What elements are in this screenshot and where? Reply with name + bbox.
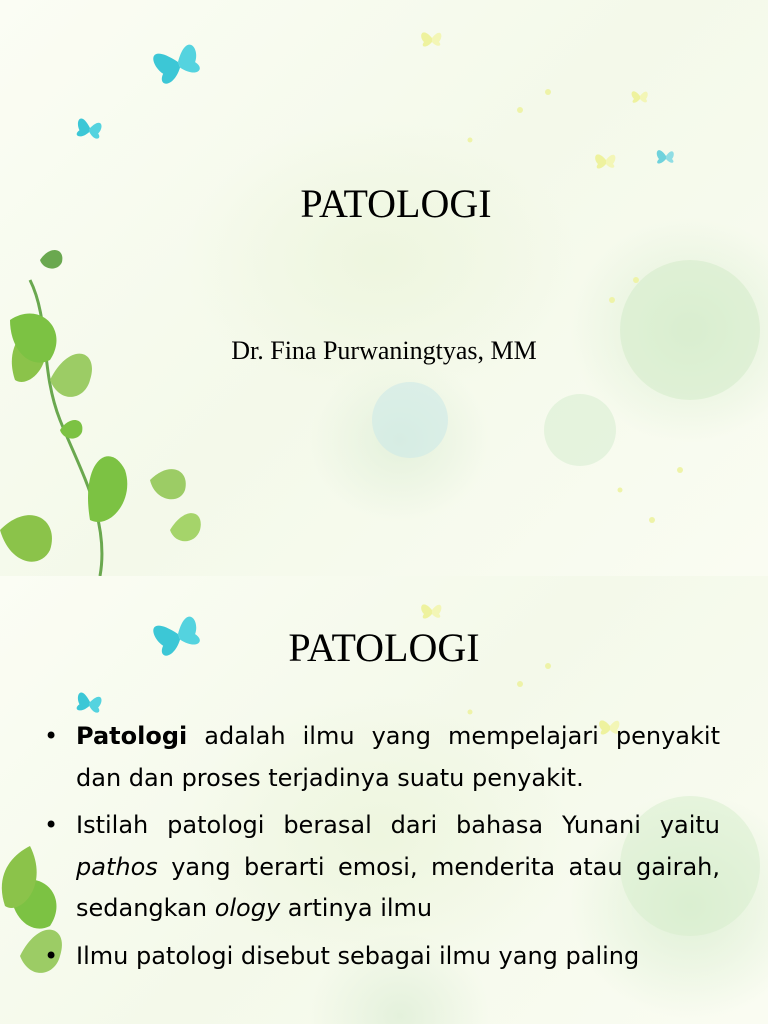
term-italic: ology	[214, 894, 281, 922]
bullet-list	[44, 716, 720, 983]
butterfly-icon	[421, 32, 441, 46]
list-item	[44, 805, 720, 930]
leaf-vine-icon	[0, 250, 201, 576]
butterfly-icon	[152, 41, 203, 86]
bullet-text: yang berarti emosi, menderita atau gairah, sedangkan	[76, 852, 720, 922]
list-item	[44, 936, 720, 978]
term-bold: Patologi	[76, 722, 188, 750]
butterfly-icon	[76, 692, 103, 714]
term-italic: pathos	[76, 852, 158, 881]
bullet-text: Istilah patologi berasal dari bahasa Yunani yaitu	[76, 811, 720, 839]
bullet-text: Ilmu patologi disebut sebagai ilmu yang paling	[76, 941, 640, 970]
content-slide	[0, 576, 768, 1024]
bullet-text: adalah ilmu yang mempelajari penyakit dan dan proses terjadinya suatu penyakit.	[76, 722, 720, 792]
butterfly-icon	[76, 118, 103, 140]
butterfly-icon	[657, 150, 674, 163]
slide-subtitle: Dr. Fina Purwaningtyas, MM	[231, 336, 537, 365]
slide-title: PATOLOGI	[300, 181, 492, 226]
list-item	[44, 716, 720, 799]
bullet-text: artinya ilmu	[280, 894, 433, 922]
butterfly-icon	[632, 91, 648, 103]
butterfly-icon	[421, 604, 441, 618]
slide-title: PATOLOGI	[288, 625, 480, 670]
butterfly-icon	[595, 154, 615, 168]
